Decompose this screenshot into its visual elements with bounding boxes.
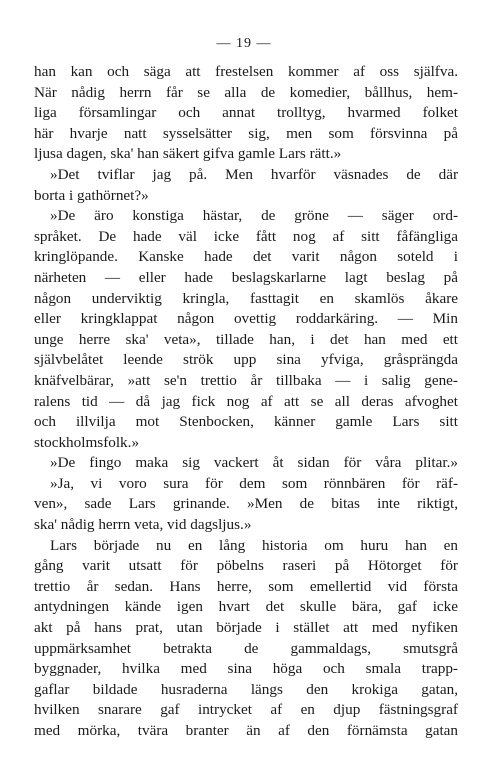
text-line: ralens tid — då jag fick nog af att se all deras afvoghet [34,392,458,410]
text-line: unge herre ska' veta», tillade han, i det han med ett [34,330,458,348]
text-line: ska' nådig herrn veta, vid dagsljus.» [34,516,252,534]
text-line: byggnader, hvilka med sina höga och smala trapp- [34,660,458,678]
text-line: Lars började nu en lång historia om huru han en [50,536,458,554]
text-line: stockholmsfolk.» [34,433,140,451]
text-line: »Det tviflar jag på. Men hvarför väsnades de där [50,165,458,183]
text-line: »De äro konstiga hästar, de gröne — säger ord- [50,207,458,225]
text-line: och illvilja mot Stenbocken, känner gamle Lars sitt [34,413,458,431]
text-line: han kan och säga att frestelsen kommer af oss själfva. [34,63,458,80]
text-line: här hvarje natt sysselsätter sig, men som försvinna på [34,124,458,142]
text-line: liga församlingar och annat trolltyg, hvarmed folket [34,104,458,122]
text-line: gaflar bildade husraderna längs den krokiga gatan, [34,680,458,698]
text-line: När nådig herrn får se alla de komedier, bållhus, hem- [34,83,458,101]
text-line: »Ja, vi voro sura för dem som rönnbären för räf- [50,474,458,492]
text-line: med mörka, tvära branter än af den förnämsta gatan [34,722,458,739]
text-line: hvilken snarare gaf intrycket af en djup fästningsgraf [34,701,458,719]
text-line: någon underviktig kringla, fasttagit en skamlös åkare [34,289,458,307]
text-line: eller kringklappat någon ovettig roddarkäring. — Min [34,310,458,328]
text-line: »De fingo maka sig vackert åt sidan för våra plitar.» [50,454,458,472]
text-line: språket. De hade väl icke fått nog af sitt fåfängliga [34,227,458,245]
text-line: antydningen kände igen hvart det skulle bära, gaf icke [34,598,458,616]
text-line: uppmärksamhet betrakta de gammaldags, smutsgrå [34,639,458,657]
text-line: borta i gathörnet?» [34,186,149,204]
text-line: gång varit utsatt för pöbelns raseri på Hötorget för [34,557,458,575]
text-line: ljusa dagen, ska' han säkert gifva gamle Lars rätt.» [34,145,342,163]
page-number: — 19 — [216,36,272,51]
text-line: knäfvelbärar, »att se'n trettio år tillbaka — i salig gene- [34,371,458,389]
text-line: närheten — eller hade beslagskarlarne lagt beslag på [34,268,458,286]
text-line: ven», sade Lars grinande. »Men de bitas inte riktigt, [34,495,458,513]
text-line: självbelåtet leende strök upp sina yfviga, gråsprängda [34,351,458,369]
text-line: trettio år sedan. Hans herre, som emellertid vid första [34,577,458,595]
text-line: akt på hans prat, utan började i stället att med nyfiken [34,619,458,637]
text-line: kringlöpande. Kanske hade det varit någon soteld i [34,248,458,266]
body-text [34,62,458,742]
